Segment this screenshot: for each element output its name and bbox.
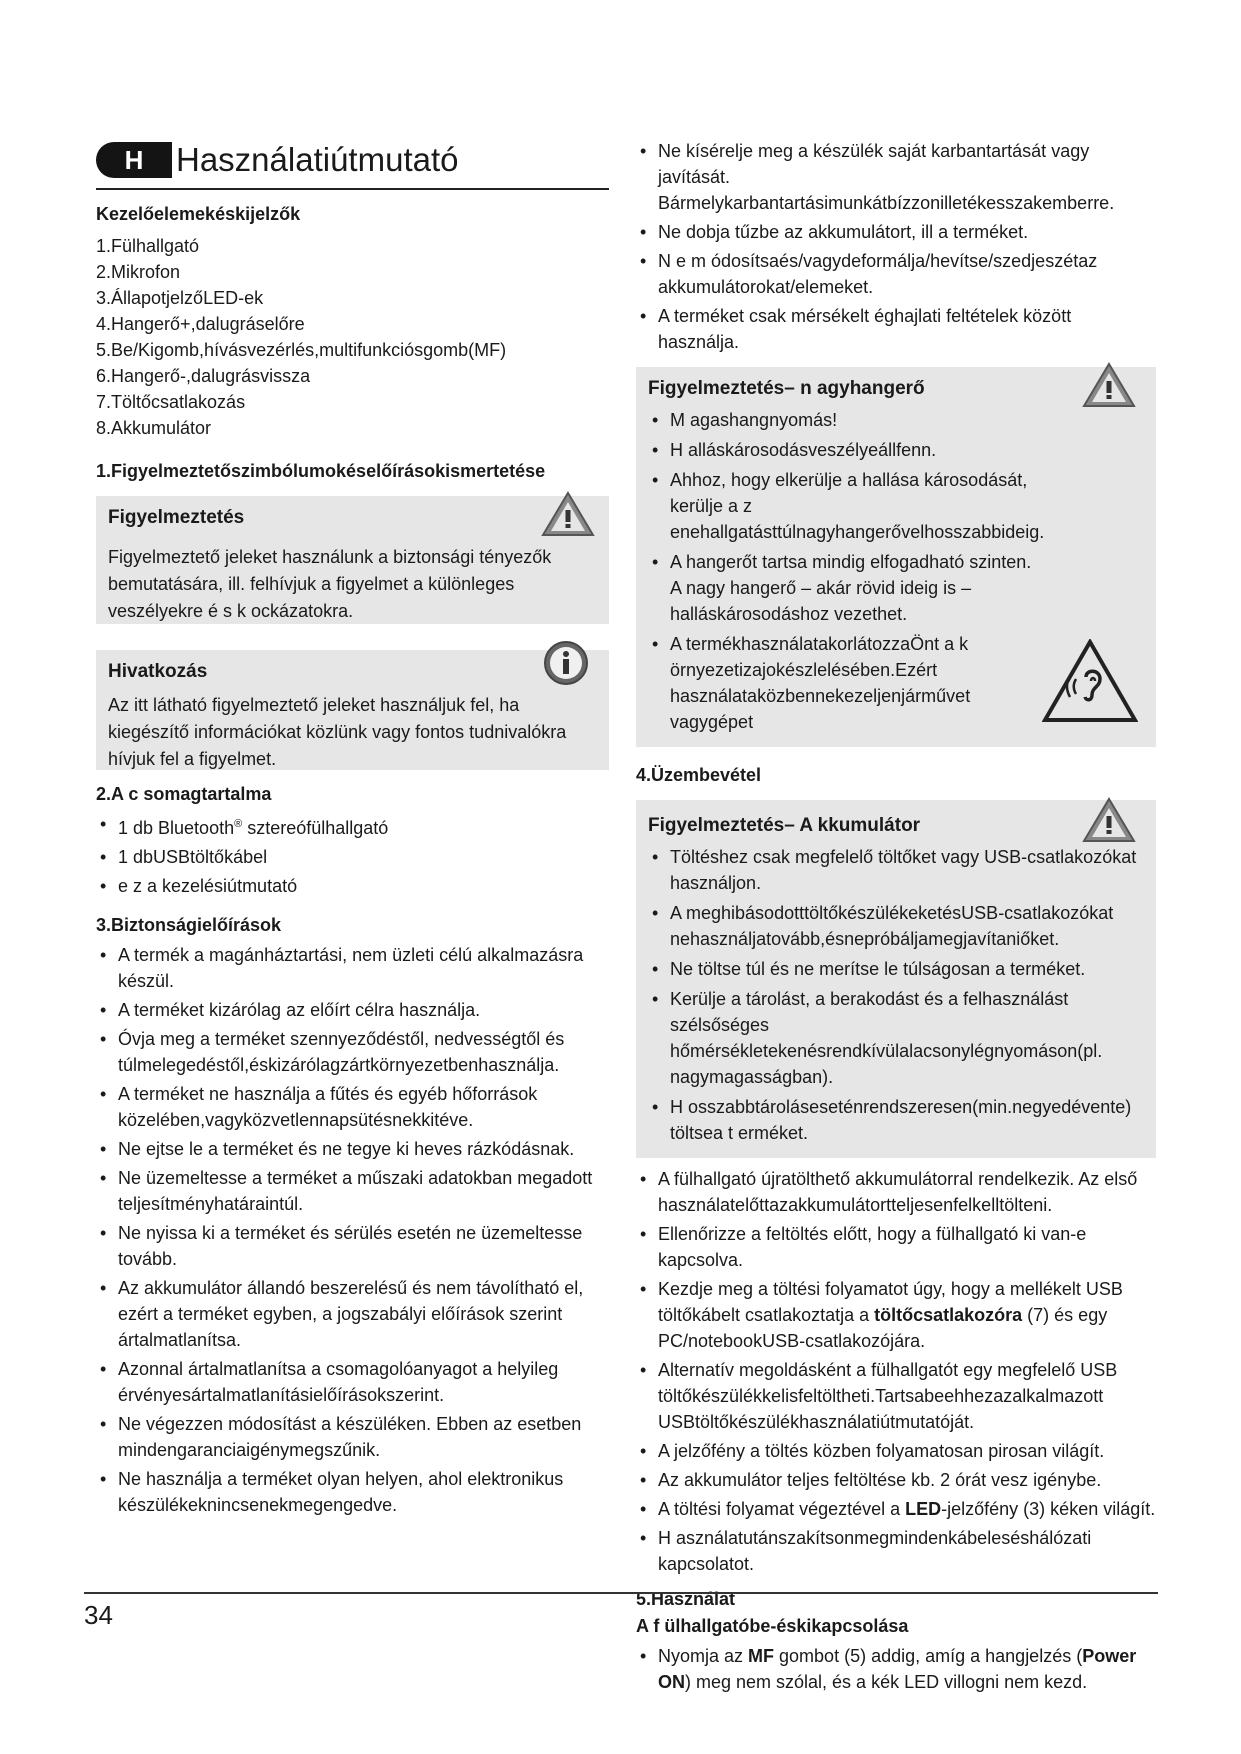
battery-warning-title: Figyelmeztetés– A kkumulátor (648, 815, 921, 836)
list-item: • A meghibásodotttöltőkészülékeketésUSB-csatlakozókat nehasználjatovább,ésnepróbáljamegjavítaniőket. (648, 900, 1144, 952)
list-item: • Ne végezzen módosítást a készüléken. Ebben az esetben mindengaranciaigénymegszűnik. (96, 1411, 609, 1463)
footer-rule (84, 1592, 1158, 1594)
list-item: • A terméket csak mérsékelt éghajlati feltételek között használja. (636, 303, 1156, 355)
list-item: • 1 db Bluetooth® sztereófülhallgató (96, 811, 609, 841)
list-item: • Kezdje meg a töltési folyamatot úgy, hogy a mellékelt USB töltőkábelt csatlakoztatja a töltőcsatlakozóra (7) és egy PC/notebookUSB-csatlakozójára. (636, 1276, 1156, 1354)
list-item: • Ne üzemeltesse a terméket a műszaki adatokban megadott teljesítményhatáraintúl. (96, 1165, 609, 1217)
list-item: • Kerülje a tárolást, a berakodást és a felhasználást szélsőséges hőmérsékletekenésrendkívülalacsonylégnyomáson(pl. nagymagasságban). (648, 986, 1144, 1090)
list-item: • A terméket ne használja a fűtés és egyéb hőforrások közelében,vagyközvetlennapsütésnekkitéve. (96, 1081, 609, 1133)
info-icon (543, 640, 589, 686)
list-item: • Azonnal ártalmatlanítsa a csomagolóanyagot a helyileg érvényesártalmatlanításielőírásokszerint. (96, 1356, 609, 1408)
list-item: 2.Mikrofon (96, 262, 181, 282)
volume-warning-title: Figyelmeztetés– n agyhangerő (648, 378, 925, 399)
hearing-damage-icon (1042, 639, 1138, 723)
list-item: • Ne nyissa ki a terméket és sérülés esetén ne üzemeltesse tovább. (96, 1220, 609, 1272)
list-item: 5.Be/Kigomb,hívásvezérlés,multifunkciósgomb(MF) (96, 340, 507, 360)
list-item: • Ne használja a terméket olyan helyen, ahol elektronikus készülékeknincsenekmegengedve. (96, 1466, 609, 1518)
list-item: • Ahhoz, hogy elkerülje a hallása károsodását, kerülje a z enehallgatásttúlnagyhangerővelhosszabbideig. (648, 467, 1044, 545)
list-item: • A termékhasználatakorlátozzaÖnt a k örnyezetizajokészlelésében.Ezért használataközbennekezeljenjárművet vagygépet (648, 631, 1044, 735)
warning-triangle-icon (1082, 796, 1136, 844)
section5-subheading: A f ülhallgatóbe-éskikapcsolása (636, 1616, 909, 1636)
page-title: Használatiútmutató (176, 141, 459, 178)
list-item: 1.Fülhallgató (96, 236, 200, 256)
safety-list-continued (636, 138, 1156, 355)
page-number: 34 (84, 1600, 113, 1630)
language-badge: H (96, 142, 172, 178)
volume-warning-box (636, 367, 1156, 747)
list-item: • Az akkumulátor állandó beszerelésű és nem távolítható el, ezért a terméket egyben, a jogszabályi előírások szerint ártalmatlanítsa. (96, 1275, 609, 1353)
list-item: 3.ÁllapotjelzőLED-ek (96, 288, 264, 308)
list-item: 7.Töltőcsatlakozás (96, 392, 246, 412)
list-item: • Ne ejtse le a terméket és ne tegye ki heves rázkódásnak. (96, 1136, 609, 1162)
list-item: • Ne kísérelje meg a készülék saját karbantartását vagy javítását. Bármelykarbantartásimunkátbízzonilletékesszakemberre. (636, 138, 1156, 216)
list-item: • H osszabbtároláseseténrendszeresen(min.negyedévente) töltsea t erméket. (648, 1094, 1144, 1146)
list-item: • 1 dbUSBtöltőkábel (96, 844, 609, 870)
warning-box (96, 496, 609, 624)
section1-heading: 1.Figyelmeztetőszimbólumokéselőírásokismertetése (96, 461, 546, 481)
list-item: • Töltéshez csak megfelelő töltőket vagy USB-csatlakozókat használjon. (648, 844, 1144, 896)
section3-heading: 3.Biztonságielőírások (96, 915, 282, 935)
list-item: • A hangerőt tartsa mindig elfogadható szinten. A nagy hangerő – akár rövid ideig is – halláskárosodáshoz vezethet. (648, 549, 1044, 627)
list-item: • A jelzőfény a töltés közben folyamatosan pirosan világít. (636, 1438, 1156, 1464)
battery-warning-list (648, 844, 1144, 1146)
safety-list (96, 942, 609, 1518)
list-item: • Az akkumulátor teljes feltöltése kb. 2 órát vesz igénybe. (636, 1467, 1156, 1493)
list-item: • Ne dobja tűzbe az akkumulátort, ill a terméket. (636, 219, 1156, 245)
note-box-title: Hivatkozás (108, 661, 208, 682)
list-item: 6.Hangerő-,dalugrásvissza (96, 366, 311, 386)
list-item: • A termék a magánháztartási, nem üzleti célú alkalmazásra készül. (96, 942, 609, 994)
battery-warning-box (636, 800, 1156, 1158)
section4-heading: 4.Üzembevétel (636, 765, 762, 785)
section2-heading: 2.A c somagtartalma (96, 784, 272, 804)
controls-list (96, 233, 609, 441)
page-title-row (96, 138, 609, 190)
warning-box-text: Figyelmeztető jeleket használunk a biztonsági tényezők bemutatására, ill. felhívjuk a figyelmet a különleges veszélyekre é s k ockázatokra. (108, 547, 552, 621)
setup-list (636, 1166, 1156, 1577)
usage-list (636, 1643, 1156, 1695)
list-item: • Ne töltse túl és ne merítse le túlságosan a terméket. (648, 956, 1144, 982)
note-box (96, 650, 609, 770)
list-item: • Ellenőrizze a feltöltés előtt, hogy a fülhallgató ki van-e kapcsolva. (636, 1221, 1156, 1273)
list-item: 4.Hangerő+,dalugráselőre (96, 314, 305, 334)
list-item: • A terméket kizárólag az előírt célra használja. (96, 997, 609, 1023)
list-item: • N e m ódosítsaés/vagydeformálja/hevítse/szedjeszétaz akkumulátorokat/elemeket. (636, 248, 1156, 300)
list-item: • A töltési folyamat végeztével a LED-jelzőfény (3) kéken világít. (636, 1496, 1156, 1522)
warning-triangle-icon (1082, 361, 1136, 409)
warning-triangle-icon (541, 490, 595, 538)
right-column (636, 138, 1156, 1698)
controls-heading: Kezelőelemekéskijelzők (96, 204, 301, 224)
list-item: • Nyomja az MF gombot (5) addig, amíg a hangjelzés (Power ON) meg nem szólal, és a kék LED villogni nem kezd. (636, 1643, 1156, 1695)
list-item: • H asználatutánszakítsonmegmindenkábeleséshálózati kapcsolatot. (636, 1525, 1156, 1577)
list-item: • H alláskárosodásveszélyeállfenn. (648, 437, 1044, 463)
section5-heading: 5.Használat (636, 1589, 736, 1609)
warning-box-title: Figyelmeztetés (108, 507, 245, 528)
list-item: • Óvja meg a terméket szennyeződéstől, nedvességtől és túlmelegedéstől,éskizárólagzártkörnyezetbenhasználja. (96, 1026, 609, 1078)
list-item: • M agashangnyomás! (648, 407, 1044, 433)
left-column (96, 138, 609, 1521)
package-list (96, 811, 609, 899)
list-item: • e z a kezelésiútmutató (96, 873, 609, 899)
list-item: • Alternatív megoldásként a fülhallgatót egy megfelelő USB töltőkészülékkelisfeltöltheti.Tartsabeehhezazalkalmazott USBtöltőkészülékhasználatiútmutatóját. (636, 1357, 1156, 1435)
list-item: • A fülhallgató újratölthető akkumulátorral rendelkezik. Az első használatelőttazakkumulátortteljesenfelkelltölteni. (636, 1166, 1156, 1218)
list-item: 8.Akkumulátor (96, 418, 212, 438)
note-box-text: Az itt látható figyelmeztető jeleket használjuk fel, ha kiegészítő információkat közlünk vagy fontos tudnivalókra hívjuk fel a figyelmet. (108, 695, 567, 769)
